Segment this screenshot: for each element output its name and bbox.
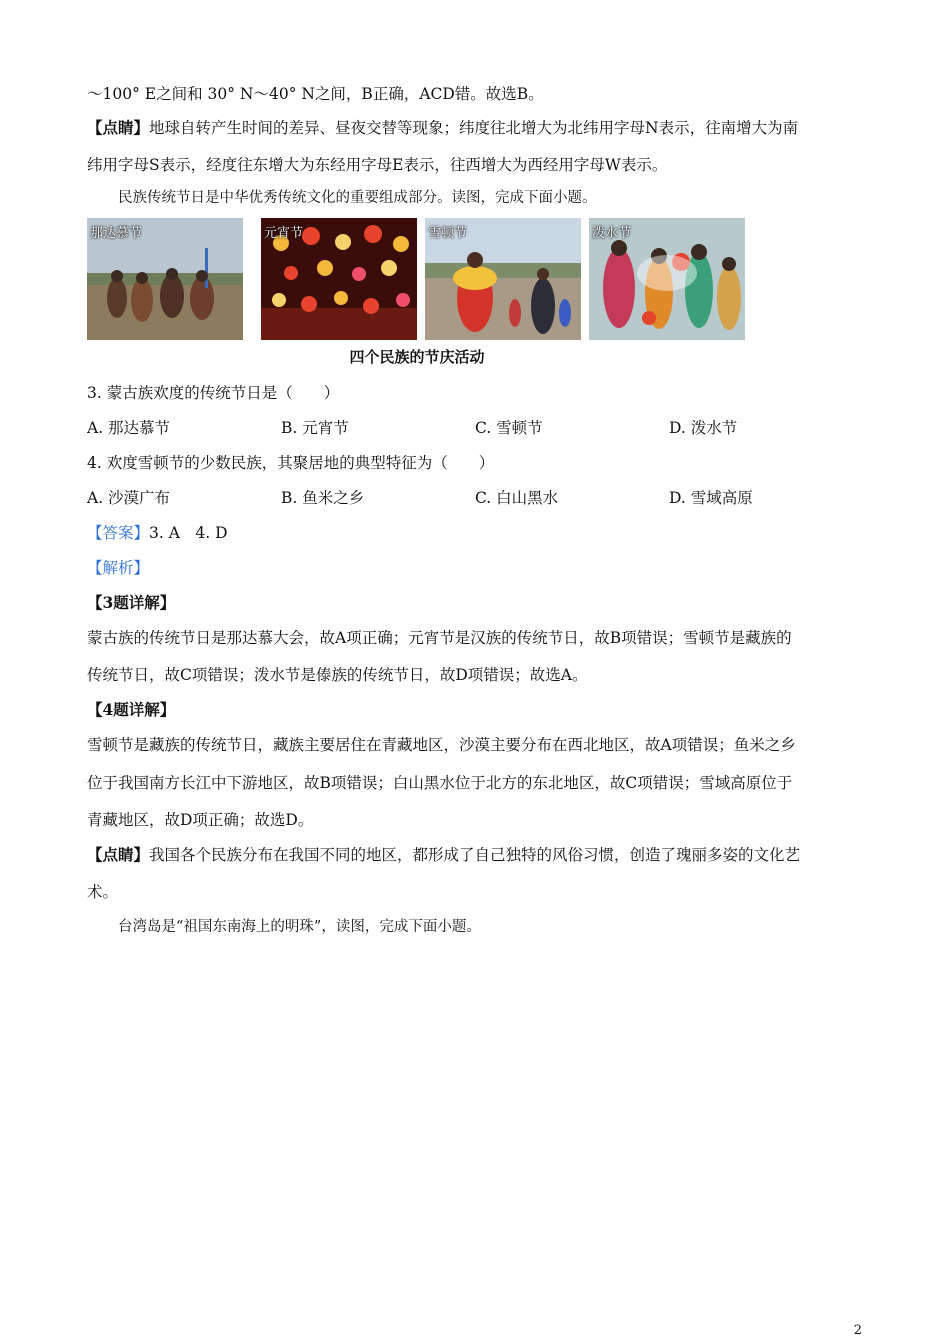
- note-text: 我国各个民族分布在我国不同的地区，都形成了自己独特的风俗习惯，创造了瑰丽多姿的文化艺: [149, 846, 801, 864]
- option-d: D. 泼水节: [669, 419, 738, 437]
- detail-4-line: 位于我国南方长江中下游地区，故B项错误；白山黑水位于北方的东北地区，故C项错误；雪域高原位于: [87, 774, 793, 792]
- photo-naadam: [87, 218, 243, 340]
- photo-water-splashing: [589, 218, 745, 340]
- answer-tag: 【答案】: [87, 524, 150, 542]
- option-d: D. 雪域高原: [669, 489, 753, 507]
- option-a: A. 那达慕节: [87, 419, 171, 437]
- note-tag: 【点睛】: [87, 845, 150, 864]
- photo-label: 元宵节: [264, 226, 304, 241]
- page-number: 2: [853, 1323, 862, 1338]
- detail-3-tag: 【3题详解】: [87, 593, 176, 612]
- text-line: 纬用字母S表示，经度往东增大为东经用字母E表示，往西增大为西经用字母W表示。: [87, 156, 668, 174]
- option-c: C. 白山黑水: [475, 489, 559, 507]
- text-line: ～100° E之间和 30° N～40° N之间，B正确，ACD错。故选B。: [87, 85, 544, 103]
- note-line: [87, 845, 867, 865]
- section-intro: 民族传统节日是中华优秀传统文化的重要组成部分。读图，完成下面小题。: [118, 190, 597, 206]
- note-line: 术。: [87, 883, 119, 901]
- next-section-intro: 台湾岛是“祖国东南海上的明珠”，读图，完成下面小题。: [118, 919, 481, 935]
- detail-4-line: 青藏地区，故D项正确；故选D。: [87, 811, 314, 829]
- answer-line: [87, 523, 867, 543]
- festival-photos: [87, 218, 747, 340]
- photo-label: 泼水节: [592, 226, 632, 241]
- option-b: B. 元宵节: [281, 419, 349, 437]
- photo-label: 雪顿节: [428, 226, 468, 241]
- photo-label: 那达慕节: [90, 226, 143, 241]
- tip-line: [87, 118, 867, 138]
- option-b: B. 鱼米之乡: [281, 489, 365, 507]
- photo-shoton: [425, 218, 581, 340]
- figure-caption: 四个民族的节庆活动: [349, 348, 485, 366]
- option-c: C. 雪顿节: [475, 419, 543, 437]
- question-3-stem: 3. 蒙古族欢度的传统节日是（ ）: [87, 384, 340, 402]
- detail-4-line: 雪顿节是藏族的传统节日，藏族主要居住在青藏地区，沙漠主要分布在西北地区，故A项错误；鱼米之乡: [87, 736, 796, 754]
- photo-lantern: [261, 218, 417, 340]
- detail-3-line: 蒙古族的传统节日是那达慕大会，故A项正确；元宵节是汉族的传统节日，故B项错误；雪顿节是藏族的: [87, 629, 792, 647]
- analysis-tag: 【解析】: [87, 559, 150, 577]
- tip-text: 地球自转产生时间的差异、昼夜交替等现象；纬度往北增大为北纬用字母N表示，往南增大为南: [149, 119, 799, 137]
- question-4-stem: 4. 欢度雪顿节的少数民族，其聚居地的典型特征为（ ）: [87, 454, 495, 472]
- detail-4-tag: 【4题详解】: [87, 700, 176, 719]
- tip-tag: 【点睛】: [87, 118, 150, 137]
- detail-3-line: 传统节日，故C项错误；泼水节是傣族的传统节日，故D项错误；故选A。: [87, 666, 588, 684]
- option-a: A. 沙漠广布: [87, 489, 171, 507]
- answer-text: 3. A 4. D: [149, 524, 228, 542]
